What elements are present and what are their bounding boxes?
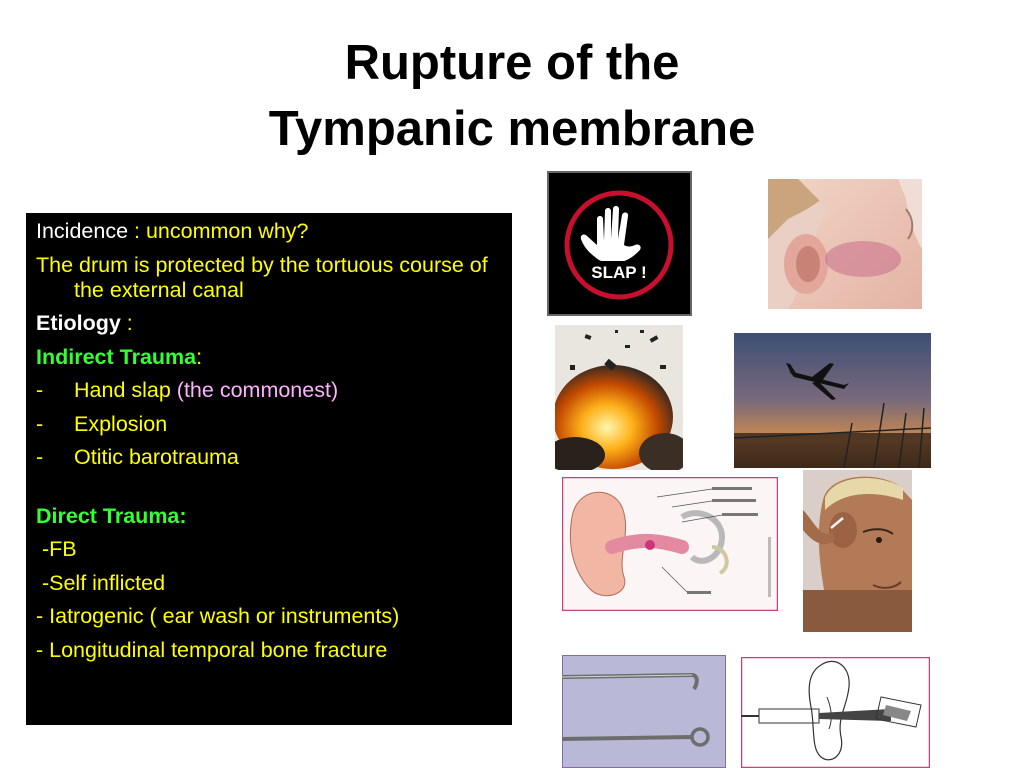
list-item-text: Otitic barotrauma: [74, 445, 239, 469]
slide-title: [0, 30, 1024, 162]
list-item-hand-slap: [36, 378, 502, 403]
list-item-explosion: [36, 412, 502, 437]
child-ear-photo: [768, 179, 922, 309]
incidence-value: : uncommon why?: [128, 219, 309, 243]
list-bullet: -: [36, 445, 44, 469]
list-item-iatrogenic: - Iatrogenic ( ear wash or instruments): [36, 604, 400, 628]
incidence-line: [36, 219, 502, 244]
slap-sign-text: SLAP !: [591, 263, 647, 282]
indirect-trauma-label: Indirect Trauma: [36, 344, 197, 369]
ear-anatomy-diagram: [562, 477, 778, 611]
etiology-colon: :: [120, 311, 133, 335]
list-item-barotrauma: [36, 445, 502, 470]
list-item-self-inflicted: -Self inflicted: [36, 570, 166, 595]
list-item-fb: -FB: [36, 537, 77, 561]
list-item-text: Hand slap: [74, 378, 171, 402]
ear-syringe-diagram: [741, 657, 930, 768]
spacer: [36, 479, 502, 504]
slap-sign-image: [547, 171, 692, 316]
title-line-1: Rupture of the: [344, 36, 680, 90]
direct-trauma-heading: Direct Trauma:: [36, 503, 187, 528]
man-ear-photo: [803, 470, 912, 632]
content-textbox: [26, 213, 512, 725]
etiology-line: [36, 311, 502, 336]
title-line-2: Tympanic membrane: [268, 102, 756, 156]
list-bullet: -: [36, 411, 44, 436]
airplane-photo: [734, 333, 931, 468]
list-item-note: (the commonest): [170, 378, 339, 402]
ear-instruments-photo: [562, 655, 726, 768]
indirect-trauma-colon: :: [196, 344, 203, 369]
list-item-fracture: - Longitudinal temporal bone fracture: [36, 637, 388, 662]
etiology-label: Etiology: [36, 311, 121, 335]
protected-line: The drum is protected by the tortuous course of the external canal: [36, 252, 488, 302]
list-item-text: Explosion: [74, 411, 168, 436]
incidence-label: Incidence: [36, 219, 129, 243]
indirect-trauma-heading: [36, 345, 502, 370]
list-bullet: -: [36, 378, 44, 402]
explosion-photo: [555, 325, 683, 470]
